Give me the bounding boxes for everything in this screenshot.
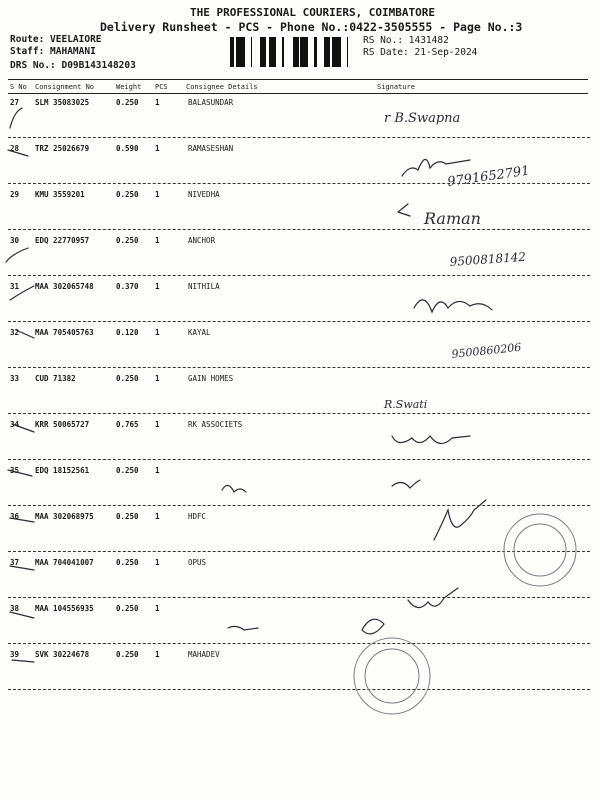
row-divider (8, 321, 590, 322)
row-pcs: 1 (155, 512, 160, 521)
col-consignment: Consignment No (35, 83, 95, 91)
rs-date: RS Date: 21-Sep-2024 (363, 47, 478, 58)
row-sno: 27 (10, 98, 20, 107)
row-sno: 33 (10, 374, 20, 383)
row-sno: 32 (10, 328, 20, 337)
row-sno: 37 (10, 558, 20, 567)
barcode-bar (332, 37, 335, 67)
row-weight: 0.370 (116, 282, 139, 291)
barcode-bar (324, 37, 326, 67)
barcode-bar (326, 37, 329, 67)
row-pcs: 1 (155, 236, 160, 245)
barcode-bar (296, 37, 299, 67)
barcode-bar (251, 37, 252, 67)
table-row (0, 510, 600, 556)
barcode-bar (269, 37, 270, 67)
row-consignee: NIVEDHA (188, 190, 220, 199)
row-weight: 0.250 (116, 98, 139, 107)
row-sno: 36 (10, 512, 20, 521)
signature-32-phone: 9500860206 (450, 340, 522, 361)
barcode (230, 37, 358, 67)
row-consignee: RK ASSOCIETS (188, 420, 243, 429)
barcode-bar (275, 37, 276, 67)
row-divider (8, 275, 590, 276)
row-consignment-no: KRR 50065727 (35, 420, 90, 429)
row-weight: 0.120 (116, 328, 139, 337)
row-divider (8, 137, 590, 138)
row-consignment-no: KMU 3559201 (35, 190, 85, 199)
barcode-bar (260, 37, 263, 67)
row-divider (8, 229, 590, 230)
barcode-bar (314, 37, 317, 67)
table-row (0, 280, 600, 326)
row-pcs: 1 (155, 420, 160, 429)
row-consignment-no: CUD 71382 (35, 374, 76, 383)
row-pcs: 1 (155, 604, 160, 613)
row-consignment-no: SLM 35083025 (35, 98, 90, 107)
row-pcs: 1 (155, 650, 160, 659)
row-sno: 35 (10, 466, 20, 475)
row-divider (8, 367, 590, 368)
row-consignee: BALASUNDAR (188, 98, 234, 107)
signature-33: R.Swati (384, 398, 428, 411)
barcode-bar (294, 37, 296, 67)
row-consignment-no: EDQ 22770957 (35, 236, 90, 245)
row-consignment-no: MAA 302068975 (35, 512, 94, 521)
row-consignee: OPUS (188, 558, 207, 567)
row-consignment-no: SVK 30224678 (35, 650, 90, 659)
signature-28-phone: 9791652791 (446, 163, 531, 190)
table-row (0, 556, 600, 602)
row-weight: 0.590 (116, 144, 139, 153)
table-row (0, 142, 600, 188)
row-divider (8, 643, 590, 644)
col-consignee: Consignee Details (186, 83, 258, 91)
barcode-bar (329, 37, 330, 67)
staff-label: Staff: MAHAMANI (10, 46, 96, 57)
row-sno: 31 (10, 282, 20, 291)
runsheet-subtitle: Delivery Runsheet - PCS - Phone No.:0422-3505555 - Page No.:3 (100, 20, 523, 34)
drs-number: DRS No.: D09B143148203 (10, 60, 136, 71)
barcode-bar (263, 37, 264, 67)
barcode-bar (335, 37, 336, 67)
row-consignee: KAYAL (188, 328, 211, 337)
barcode-bar (230, 37, 233, 67)
barcode-bar (338, 37, 341, 67)
row-divider (8, 459, 590, 460)
row-sno: 38 (10, 604, 20, 613)
row-consignment-no: MAA 104556935 (35, 604, 94, 613)
row-weight: 0.250 (116, 374, 139, 383)
barcode-bar (236, 37, 239, 67)
row-divider (8, 413, 590, 414)
barcode-bar (272, 37, 275, 67)
row-divider (8, 551, 590, 552)
route-label: Route: VEELAIORE (10, 34, 102, 45)
barcode-bar (300, 37, 302, 67)
header-rule-top (8, 79, 588, 80)
table-row (0, 464, 600, 510)
barcode-bar (306, 37, 308, 67)
rs-number: RS No.: 1431482 (363, 35, 449, 46)
col-signature: Signature (377, 83, 415, 91)
row-consignee: RAMASESHAN (188, 144, 234, 153)
table-row (0, 96, 600, 142)
barcode-bar (233, 37, 234, 67)
row-weight: 0.250 (116, 466, 139, 475)
row-sno: 39 (10, 650, 20, 659)
table-row (0, 188, 600, 234)
table-row (0, 602, 600, 648)
row-consignment-no: TRZ 25026679 (35, 144, 90, 153)
barcode-bar (305, 37, 306, 67)
row-consignment-no: MAA 705405763 (35, 328, 94, 337)
row-divider (8, 597, 590, 598)
row-sno: 29 (10, 190, 20, 199)
table-row (0, 648, 600, 694)
row-pcs: 1 (155, 558, 160, 567)
row-pcs: 1 (155, 144, 160, 153)
barcode-bar (282, 37, 284, 67)
table-row (0, 326, 600, 372)
row-pcs: 1 (155, 282, 160, 291)
row-pcs: 1 (155, 190, 160, 199)
barcode-bar (239, 37, 240, 67)
row-pcs: 1 (155, 98, 160, 107)
signature-29: Raman (424, 209, 481, 228)
row-pcs: 1 (155, 374, 160, 383)
header-rule-bottom (8, 93, 588, 94)
barcode-bar (336, 37, 338, 67)
col-weight: Weight (116, 83, 142, 91)
row-weight: 0.250 (116, 190, 139, 199)
barcode-bar (293, 37, 294, 67)
row-consignee: NITHILA (188, 282, 220, 291)
row-consignment-no: MAA 302065748 (35, 282, 94, 291)
barcode-bar (242, 37, 245, 67)
row-sno: 34 (10, 420, 20, 429)
row-consignee: GAIN HOMES (188, 374, 234, 383)
row-sno: 30 (10, 236, 20, 245)
row-weight: 0.250 (116, 604, 139, 613)
row-weight: 0.250 (116, 236, 139, 245)
col-pcs: PCS (155, 83, 168, 91)
table-row (0, 418, 600, 464)
row-consignee: HDFC (188, 512, 207, 521)
row-weight: 0.765 (116, 420, 139, 429)
row-pcs: 1 (155, 328, 160, 337)
signature-27: r B.Swapna (384, 111, 461, 126)
row-pcs: 1 (155, 466, 160, 475)
row-consignee: ANCHOR (188, 236, 216, 245)
row-weight: 0.250 (116, 512, 139, 521)
barcode-bar (240, 37, 242, 67)
row-divider (8, 505, 590, 506)
row-weight: 0.250 (116, 650, 139, 659)
company-title: THE PROFESSIONAL COURIERS, COIMBATORE (190, 6, 436, 19)
row-divider (8, 183, 590, 184)
col-sno: S No (10, 83, 27, 91)
row-consignment-no: MAA 704041007 (35, 558, 94, 567)
row-consignment-no: EDQ 18152561 (35, 466, 90, 475)
table-row (0, 372, 600, 418)
row-sno: 28 (10, 144, 20, 153)
signature-30-phone: 9500818142 (449, 249, 527, 269)
barcode-bar (302, 37, 305, 67)
row-divider (8, 689, 590, 690)
row-consignee: MAHADEV (188, 650, 220, 659)
barcode-bar (270, 37, 272, 67)
row-weight: 0.250 (116, 558, 139, 567)
table-row (0, 234, 600, 280)
barcode-bar (347, 37, 348, 67)
barcode-bar (264, 37, 266, 67)
